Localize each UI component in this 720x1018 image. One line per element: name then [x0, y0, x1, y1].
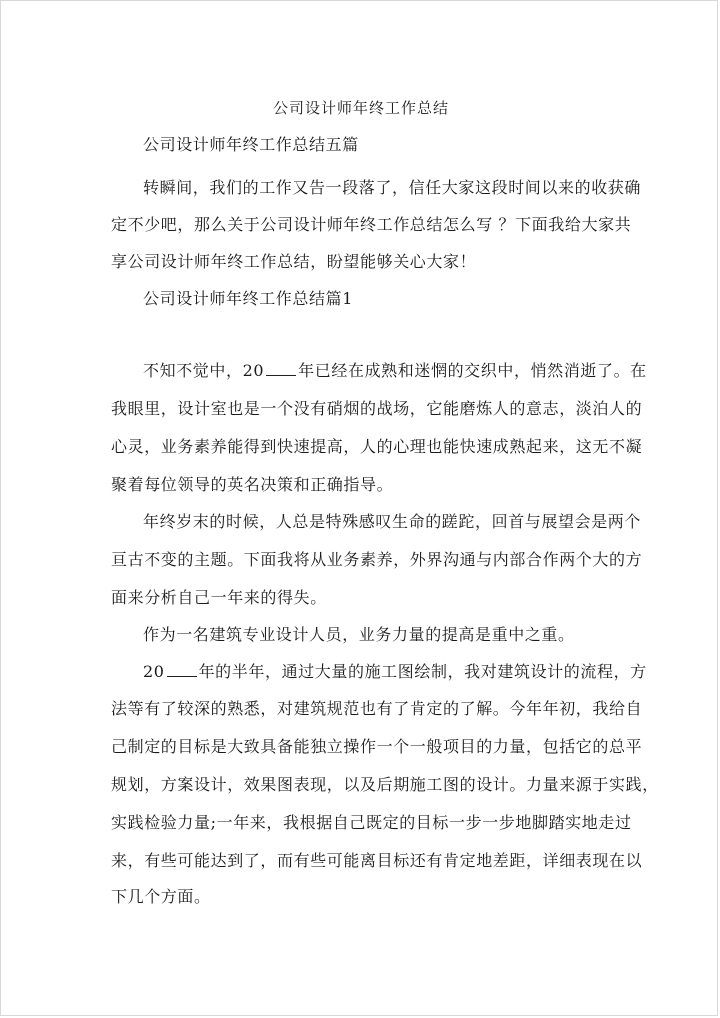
paragraph-line: 来，有些可能达到了，而有些可能离目标还有肯定地差距，详细表现在以	[111, 851, 643, 870]
text-segment: 20	[143, 662, 165, 681]
paragraph-line: 我眼里，设计室也是一个没有硝烟的战场，它能磨炼人的意志，淡泊人的	[111, 399, 643, 418]
document-subtitle: 公司设计师年终工作总结五篇	[143, 135, 359, 154]
text-segment: 年的半年，通过大量的施工图绘制，我对建筑设计的流程，方	[198, 662, 647, 681]
paragraph-line: 规划，方案设计，效果图表现，以及后期施工图的设计。力量来源于实践，	[111, 775, 659, 794]
paragraph-line: 面来分析自己一年来的得失。	[111, 588, 327, 607]
paragraph-line: 年终岁末的时候，人总是特殊感叹生命的蹉跎，回首与展望会是两个	[143, 512, 642, 531]
text-segment: 不知不觉中，20	[143, 361, 265, 380]
text-segment: 年已经在成熟和迷惘的交织中，悄然消逝了。在	[298, 361, 647, 380]
paragraph-line: 心灵，业务素养能得到快速提高，人的心理也能快速成熟起来，这无不凝	[111, 437, 643, 456]
paragraph-line: 亘古不变的主题。下面我将从业务素养，外界沟通与内部合作两个大的方	[111, 550, 643, 569]
paragraph-line	[143, 361, 648, 381]
paragraph-line: 下几个方面。	[111, 887, 211, 906]
year-blank	[266, 361, 296, 376]
paragraph-line: 己制定的目标是大致具备能独立操作一个一般项目的力量，包括它的总平	[111, 737, 643, 756]
paragraph-line	[143, 662, 648, 682]
year-blank	[167, 662, 197, 677]
paragraph-line: 作为一名建筑专业设计人员，业务力量的提高是重中之重。	[143, 625, 575, 644]
paragraph-line: 法等有了较深的熟悉，对建筑规范也有了肯定的了解。今年年初，我给自	[111, 699, 643, 718]
intro-line: 转瞬间，我们的工作又告一段落了，信任大家这段时间以来的收获确	[143, 178, 642, 197]
section-heading: 公司设计师年终工作总结篇1	[143, 289, 353, 308]
document-title: 公司设计师年终工作总结	[272, 99, 449, 117]
intro-line: 享公司设计师年终工作总结，盼望能够关心大家！	[111, 252, 477, 271]
paragraph-line: 聚着每位领导的英名决策和正确指导。	[111, 475, 394, 494]
paragraph-line: 实践检验力量;一年来，我根据自己既定的目标一步一步地脚踏实地走过	[111, 813, 632, 832]
intro-line: 定不少吧，那么关于公司设计师年终工作总结怎么写 ？下面我给大家共	[111, 215, 632, 234]
